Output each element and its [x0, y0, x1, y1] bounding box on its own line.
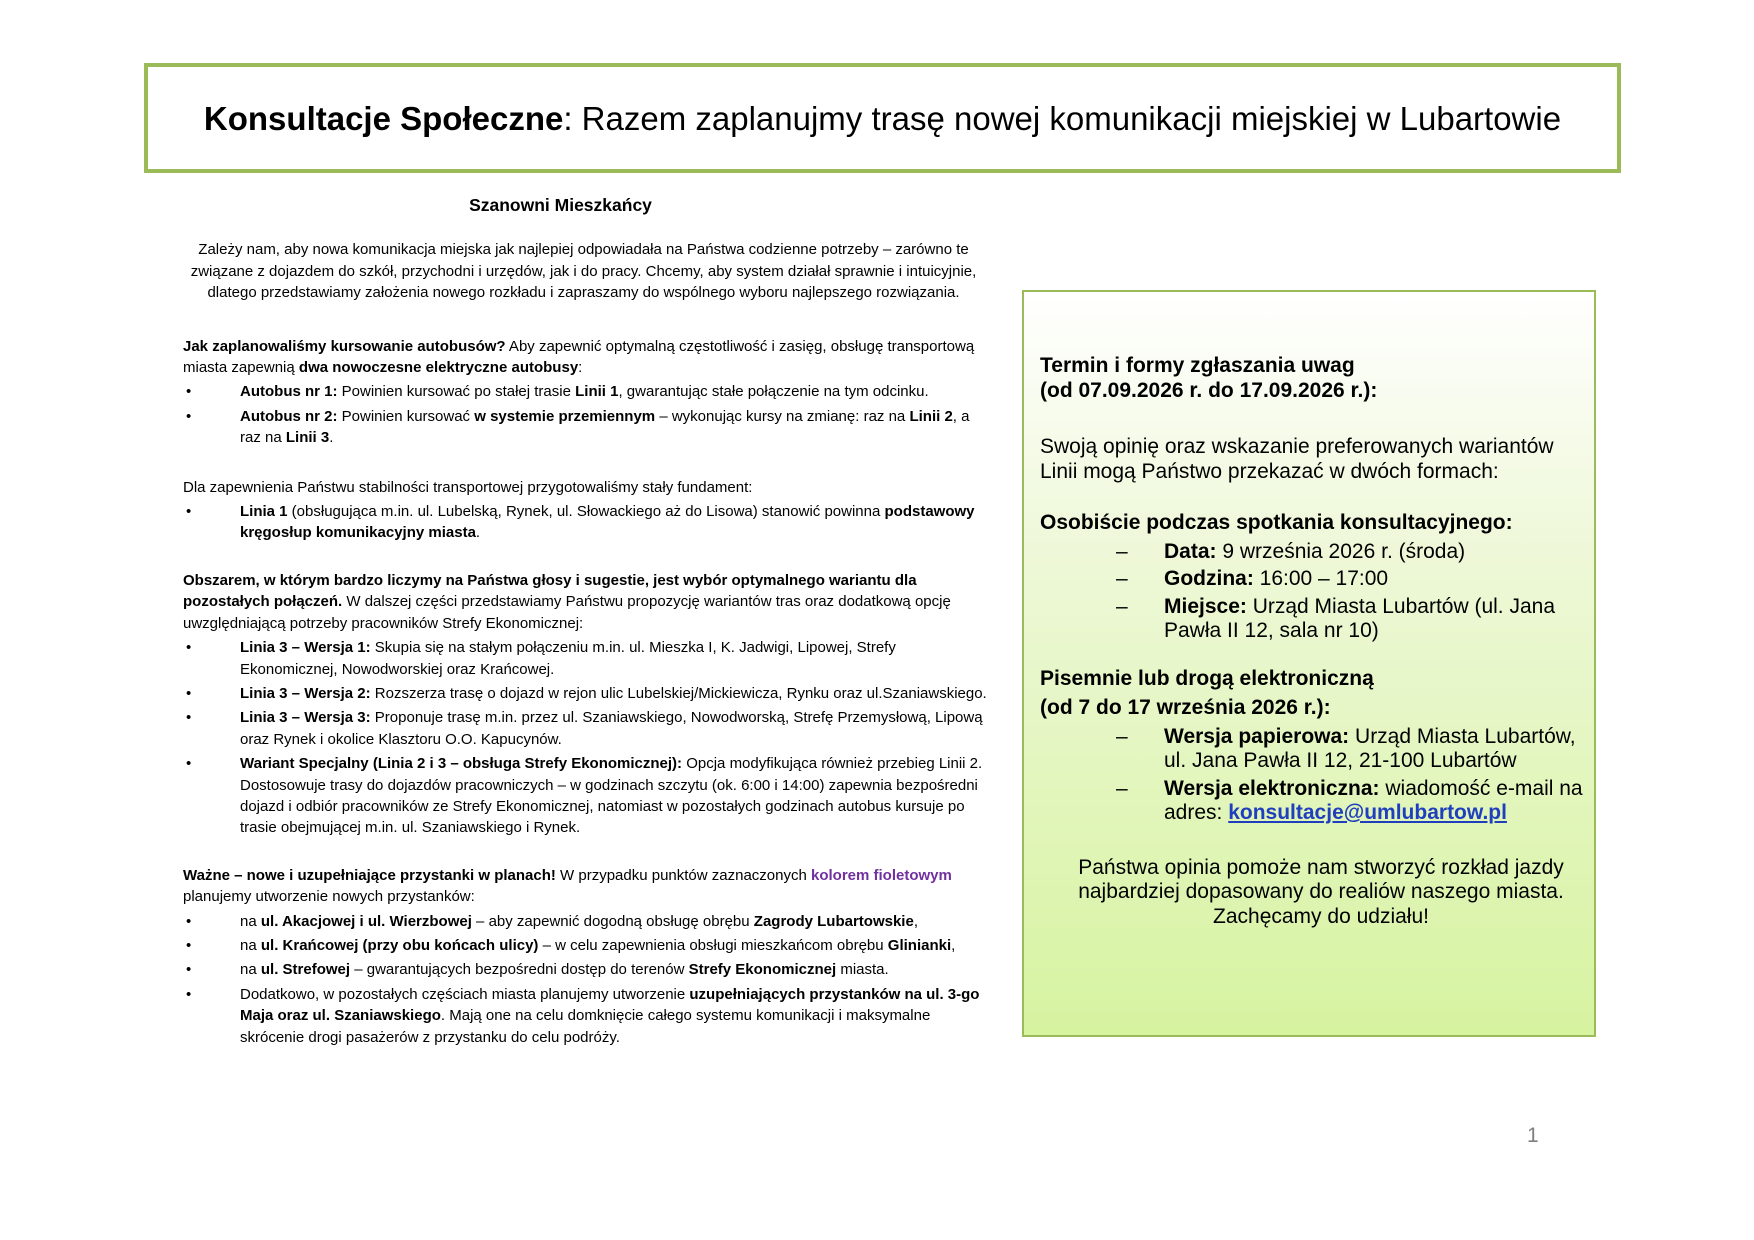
- stop-area: Zagrody Lubartowskie: [753, 912, 914, 930]
- time-value: 16:00 – 17:00: [1253, 567, 1389, 590]
- section-foundation: Dla zapewnienia Państwu stabilności transportowej przygotowaliśmy stały fundament:: [183, 478, 753, 496]
- section-variants-bold: Obszarem, w którym bardzo liczymy na Państwa głosy i sugestie, jest wybór optymalnego wariantu dla pozostałych połączeń.: [183, 571, 917, 611]
- stop-street: ul. Krańcowej (przy obu końcach ulicy): [260, 936, 539, 954]
- bus-2-text-3: , a raz na: [240, 407, 970, 447]
- variant-text: Rozszerza trasę o dojazd w rejon ulic Lubelskiej/Mickiewicza, Rynku oraz ul.Szaniawskiego.: [370, 684, 987, 702]
- stop-prefix: Dodatkowo, w pozostałych częściach miasta planujemy utworzenie: [240, 985, 690, 1003]
- line-1-end: .: [475, 524, 481, 542]
- stop-end: ,: [951, 936, 956, 954]
- written-list: [1040, 725, 1590, 826]
- title-bold: Konsultacje Społeczne: [203, 99, 564, 137]
- personal-heading: Osobiście podczas spotkania konsultacyjnego:: [1040, 511, 1513, 534]
- stop-prefix: na: [240, 936, 261, 954]
- bus-2-system: w systemie przemiennym: [474, 407, 656, 425]
- variant-text: Opcja modyfikująca również przebieg Linii 2. Dostosowuje trasy do dojazdów pracowniczych – w godzinach szczytu (ok. 6:00 i 14:00) zapewnia bezpośredni dojazd i odbiór pracowników ze Strefy Ekonomicznej, natomiast w pozostałych godzinach autobus kursuje po trasie obejmującej m.in. ul. Szaniawskiego i Rynek.: [240, 755, 983, 837]
- time-label: Godzina:: [1164, 567, 1254, 590]
- list-item: [1040, 595, 1590, 644]
- stop-text: – gwarantujących bezpośredni dostęp do terenów: [350, 961, 689, 979]
- list-item: [183, 683, 988, 704]
- written-heading: Pisemnie lub drogą elektroniczną: [1040, 666, 1374, 690]
- variant-label: Linia 3 – Wersja 3:: [240, 709, 371, 727]
- box-heading: Termin i formy zgłaszania uwag: [1040, 354, 1355, 377]
- written-heading-dates: (od 7 do 17 września 2026 r.):: [1040, 696, 1331, 719]
- variant-label: Linia 3 – Wersja 1:: [240, 639, 371, 657]
- stop-street: ul. Strefowej: [260, 961, 351, 979]
- consultation-info-box: [1022, 290, 1596, 1037]
- bus-2-line-2: Linii 2: [909, 407, 953, 425]
- stop-area: Glinianki: [887, 936, 952, 954]
- bus-1-text-end: , gwarantując stałe połączenie na tym odcinku.: [618, 383, 929, 401]
- stop-street: ul. Akacjowej i ul. Wierzbowej: [260, 912, 472, 930]
- variants-list: [183, 637, 988, 839]
- title-rest: : Razem zaplanujmy trasę nowej komunikacji miejskiej w Lubartowie: [563, 99, 1562, 137]
- date-value: 9 września 2026 r. (środa): [1216, 539, 1466, 563]
- bus-1-line: Linii 1: [575, 383, 619, 401]
- list-item: [183, 406, 988, 449]
- list-item: [183, 501, 988, 544]
- variant-label: Linia 3 – Wersja 2:: [240, 684, 371, 702]
- list-item: [183, 935, 988, 956]
- stop-text: – aby zapewnić dogodną obsługę obrębu: [471, 912, 754, 930]
- list-item: [1040, 725, 1590, 774]
- stop-text: – w celu zapewnienia obsługi mieszkańcom obrębu: [538, 936, 888, 954]
- section-stops-text: W przypadku punktów zaznaczonych: [555, 866, 811, 884]
- box-closing: Państwa opinia pomoże nam stworzyć rozkład jazdy najbardziej dopasowany do realiów naszego miasta. Zachęcamy do udziału!: [1078, 855, 1564, 928]
- bus-1-label: Autobus nr 1:: [240, 383, 338, 401]
- list-item: [183, 381, 988, 402]
- section-variants-text: W dalszej części przedstawiamy Państwu propozycję wariantów tras oraz dodatkową opcję uwzględniającą potrzeby pracowników Strefy Ekonomicznej:: [183, 593, 951, 632]
- intro-paragraph: Zależy nam, aby nowa komunikacja miejska jak najlepiej odpowiadała na Państwa codzienne potrzeby – zarówno te związane z dojazdem do szkół, przychodni i urzędów, jak i do pracy. Chcemy, aby system działał sprawnie i intuicyjnie, dlatego przedstawiamy założenia nowego rozkładu i zapraszamy do wspólnego wyboru najlepszego rozwiązania.: [190, 241, 977, 302]
- electronic-label: Wersja elektroniczna:: [1164, 776, 1380, 800]
- line-1-text: (obsługująca m.in. ul. Lubelską, Rynek, ul. Słowackiego aż do Lisowa) stanowić powinna: [287, 503, 885, 521]
- bus-2-line-3: Linii 3: [285, 429, 330, 447]
- bus-2-end: .: [329, 429, 334, 447]
- variant-label: Wariant Specjalny (Linia 2 i 3 – obsługa Strefy Ekonomicznej):: [240, 755, 683, 773]
- section-stops-bold: Ważne – nowe i uzupełniające przystanki w planach!: [183, 866, 556, 884]
- box-intro: Swoją opinię oraz wskazanie preferowanych wariantów Linii mogą Państwo przekazać w dwóch formach:: [1040, 435, 1554, 483]
- bus-1-text: Powinien kursować po stałej trasie: [337, 383, 576, 401]
- stop-street: uzupełniających przystanków na ul. 3-go Maja oraz ul. Szaniawskiego: [240, 985, 980, 1025]
- bus-2-text-2: – wykonując kursy na zmianę: raz na: [655, 407, 910, 425]
- list-item: [1040, 777, 1590, 826]
- stop-area: Strefy Ekonomicznej: [688, 961, 837, 979]
- section-stops-text-end: planujemy utworzenie nowych przystanków:: [183, 888, 475, 906]
- list-item: [1040, 540, 1590, 565]
- title-box: [144, 63, 1621, 173]
- list-item: [183, 959, 988, 980]
- stop-prefix: na: [240, 961, 261, 979]
- stop-prefix: na: [240, 912, 261, 930]
- section-buses-question: Jak zaplanowaliśmy kursowanie autobusów?: [183, 337, 506, 355]
- violet-highlight: kolorem fioletowym: [811, 866, 952, 884]
- email-link[interactable]: konsultacje@umlubartow.pl: [1228, 801, 1507, 824]
- section-buses-colon: :: [578, 359, 583, 377]
- personal-list: [1040, 540, 1590, 644]
- variant-text: Skupia się na stałym połączeniu m.in. ul. Mieszka I, K. Jadwigi, Lipowej, Strefy Ekonomicznej, Nowodworskiej oraz Krańcowej.: [240, 639, 896, 678]
- box-heading-dates: (od 07.09.2026 r. do 17.09.2026 r.):: [1040, 378, 1378, 402]
- list-item: [183, 753, 988, 839]
- main-letter: [183, 190, 988, 1048]
- bus-2-text: Powinien kursować: [337, 407, 475, 425]
- page-number: 1: [1527, 1124, 1539, 1147]
- section-buses-bold: dwa nowoczesne elektryczne autobusy: [298, 359, 579, 377]
- page-title: [203, 99, 1562, 137]
- bus-2-label: Autobus nr 2:: [240, 407, 338, 425]
- electronic-value: wiadomość e-mail na adres:: [1164, 776, 1583, 824]
- list-item: [183, 984, 988, 1048]
- stop-end: ,: [913, 912, 918, 930]
- greeting: Szanowni Mieszkańcy: [469, 195, 652, 215]
- section-buses-text: Aby zapewnić optymalną częstotliwość i zasięg, obsługę transportową miasta zapewnią: [183, 337, 975, 377]
- list-item: [183, 707, 988, 750]
- place-value: Urząd Miasta Lubartów (ul. Jana Pawła II 12, sala nr 10): [1164, 594, 1556, 642]
- line-1-label: Linia 1: [240, 503, 288, 521]
- date-label: Data:: [1164, 539, 1217, 563]
- list-item: [183, 911, 988, 932]
- bus-list: [183, 381, 988, 448]
- place-label: Miejsce:: [1164, 594, 1247, 618]
- paper-label: Wersja papierowa:: [1164, 724, 1350, 748]
- line-1-bold: podstawowy kręgosłup komunikacyjny miasta: [240, 503, 975, 542]
- stops-list: [183, 911, 988, 1048]
- list-item: [183, 637, 988, 680]
- variant-text: Proponuje trasę m.in. przez ul. Szaniawskiego, Nowodworską, Strefę Przemysłową, Lipową oraz Rynek i okolice Klasztoru O.O. Kapucynów.: [240, 709, 983, 748]
- section-stops: [183, 865, 988, 908]
- list-item: [1040, 567, 1590, 592]
- stop-text: . Mają one na celu domknięcie całego systemu komunikacji i maksymalne skrócenie drogi pasażerów z przystanku do celu podróży.: [240, 1007, 931, 1046]
- section-buses: [183, 336, 988, 379]
- foundation-list: [183, 501, 988, 544]
- stop-end: miasta.: [836, 961, 889, 979]
- section-variants: [183, 570, 988, 634]
- paper-value: Urząd Miasta Lubartów, ul. Jana Pawła II 12, 21-100 Lubartów: [1164, 724, 1576, 772]
